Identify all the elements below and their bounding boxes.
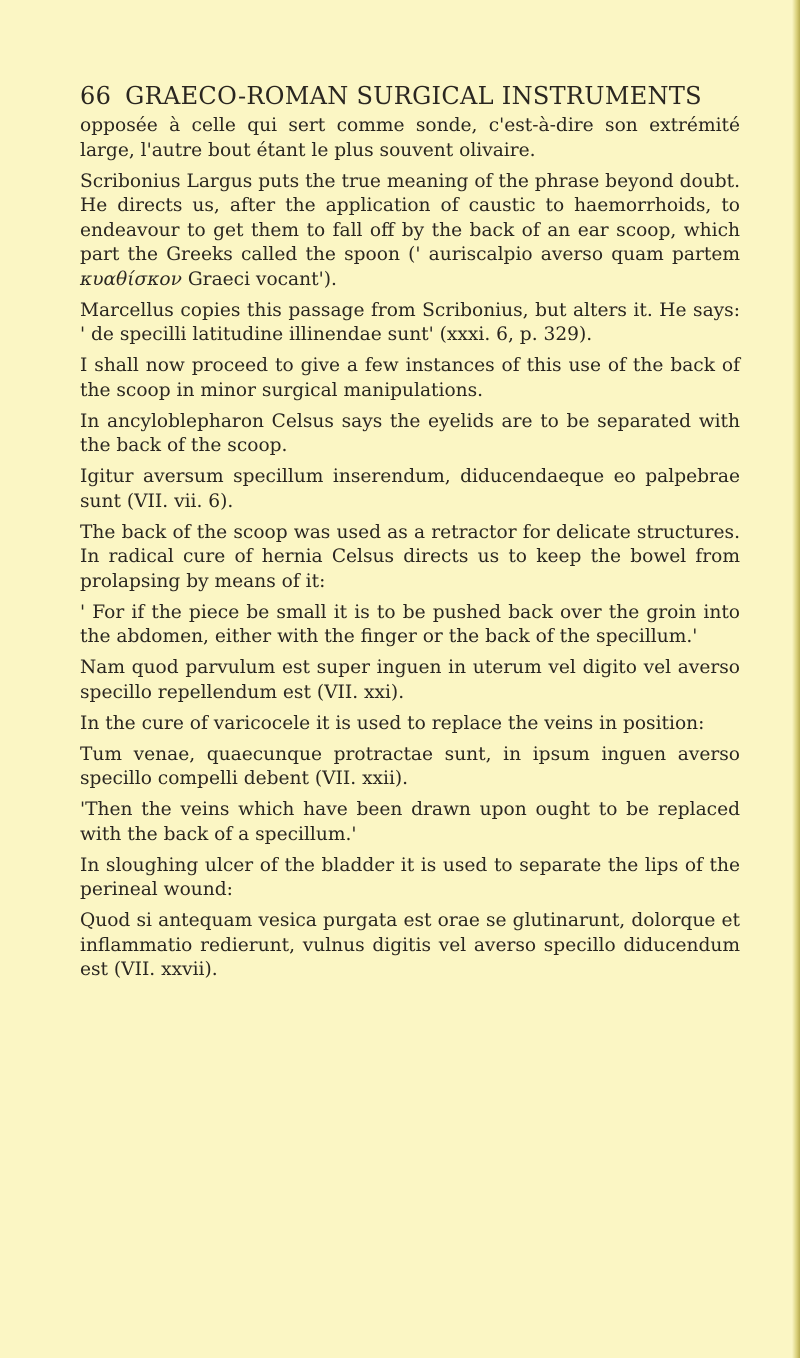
paragraph: Nam quod parvulum est super inguen in uterum vel digito vel averso specillo repellendum est (VII. xxi). bbox=[80, 657, 740, 703]
paragraph: The back of the scoop was used as a retractor for delicate structures. In radical cure of hernia Celsus directs us to keep the bowel from prolapsing by means of it: bbox=[80, 521, 740, 592]
page-number: 66 bbox=[80, 82, 112, 110]
paragraph: I shall now proceed to give a few instances of this use of the back of the scoop in minor surgical manipulations. bbox=[80, 355, 740, 401]
paragraph: In sloughing ulcer of the bladder it is used to separate the lips of the perineal wound: bbox=[80, 854, 740, 900]
paragraph: ' For if the piece be small it is to be pushed back over the groin into the abdomen, either with the finger or the back of the specillum.' bbox=[80, 601, 740, 647]
paragraph: Igitur aversum specillum inserendum, diducendaeque eo palpebrae sunt (VII. vii. 6). bbox=[80, 466, 740, 512]
paragraph: In ancyloblepharon Celsus says the eyelids are to be separated with the back of the scoop. bbox=[80, 410, 740, 456]
paragraph: 'Then the veins which have been drawn upon ought to be replaced with the back of a specillum.' bbox=[80, 799, 740, 845]
paragraph: Scribonius Largus puts the true meaning of the phrase beyond doubt. He directs us, after the application of caustic to haemorrhoids, to endeavour to get them to fall off by the back of an ear scoop, which part the Greeks called the spoon (' auriscalpio averso quam partem κυαθίσκον Graeci vocant'). bbox=[80, 170, 740, 290]
running-title: GRAECO-ROMAN SURGICAL INSTRUMENTS bbox=[125, 82, 702, 110]
page-body bbox=[80, 114, 740, 989]
paragraph: In the cure of varicocele it is used to replace the veins in position: bbox=[80, 712, 705, 734]
page-header bbox=[80, 82, 720, 110]
paragraph: Marcellus copies this passage from Scribonius, but alters it. He says: ' de specilli latitudine illinendae sunt' (xxxi. 6, p. 329). bbox=[80, 299, 740, 345]
greek-word: κυαθίσκον bbox=[80, 268, 182, 290]
paragraph: Quod si antequam vesica purgata est orae se glutinarunt, dolorque et inflammatio redierunt, vulnus digitis vel averso specillo diducendum est (VII. xxvii). bbox=[80, 910, 740, 980]
paragraph: Tum venae, quaecunque protractae sunt, in ipsum inguen averso specillo compelli debent (VII. xxii). bbox=[80, 743, 740, 789]
page-edge bbox=[792, 0, 800, 1358]
paragraph: opposée à celle qui sert comme sonde, c'est-à-dire son extrémité large, l'autre bout étant le plus souvent olivaire. bbox=[80, 115, 740, 161]
